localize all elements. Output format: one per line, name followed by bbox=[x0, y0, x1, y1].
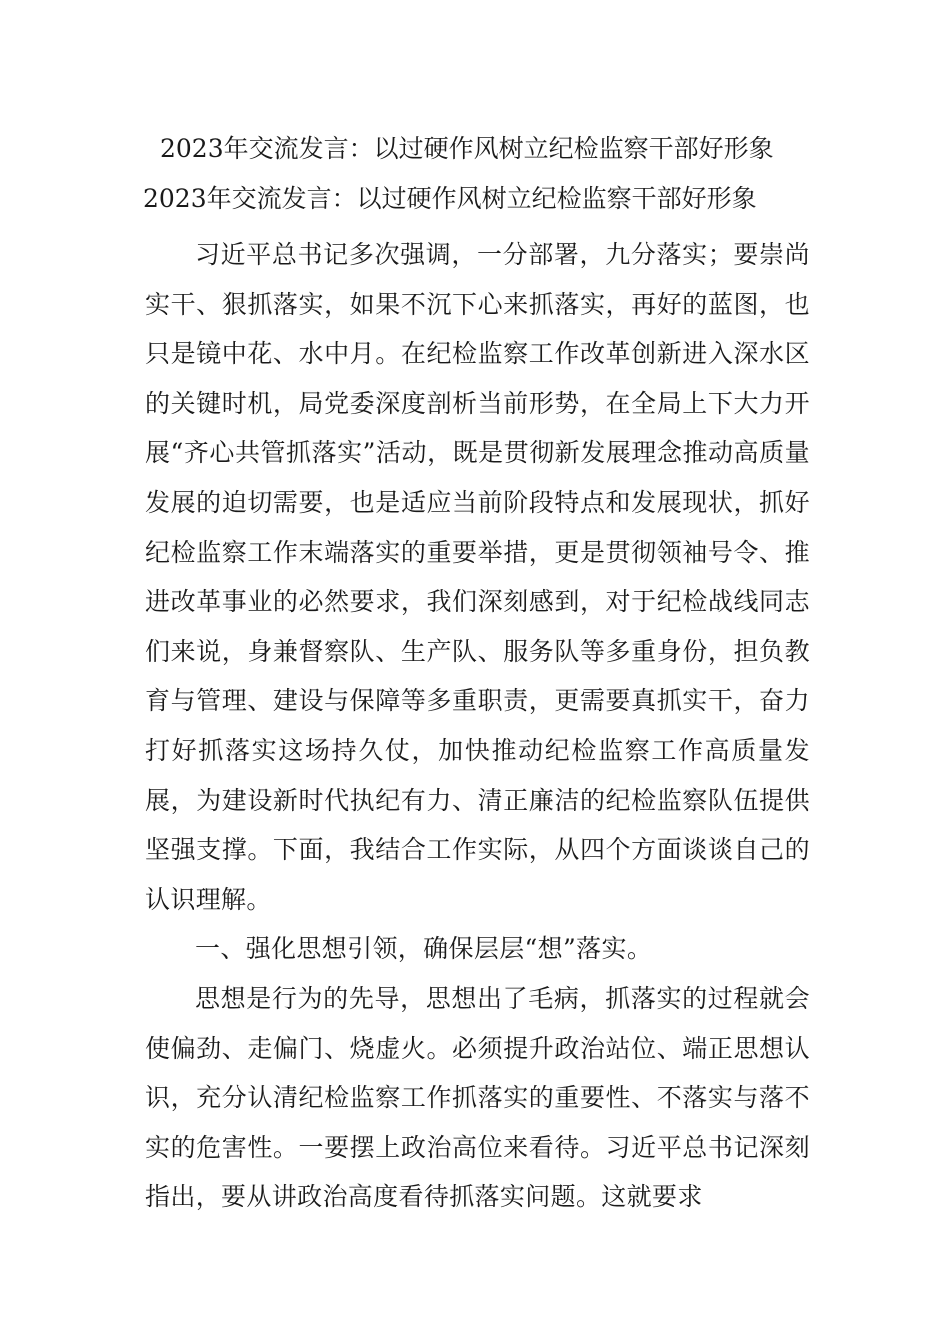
document-subtitle: 2023年交流发言：以过硬作风树立纪检监察干部好形象 bbox=[143, 184, 757, 213]
paragraph-intro: 习近平总书记多次强调，一分部署，九分落实；要崇尚实干、狠抓落实，如果不沉下心来抓落实，再好的蓝图，也只是镜中花、水中月。在纪检监察工作改革创新进入深水区的关键时机，局党委深度剖析当前形势，在全局上下大力开展“齐心共管抓落实”活动，既是贯彻新发展理念推动高质量发展的迫切需要，也是适应当前阶段特点和发展现状，抓好纪检监察工作末端落实的重要举措，更是贯彻领袖号令、推进改革事业的必然要求，我们深刻感到，对于纪检战线同志们来说，身兼督察队、生产队、服务队等多重身份，担负教育与管理、建设与保障等多重职责，更需要真抓实干，奋力打好抓落实这场持久仗，加快推动纪检监察工作高质量发展，为建设新时代执纪有力、清正廉洁的纪检监察队伍提供坚强支撑。下面，我结合工作实际，从四个方面谈谈自己的认识理解。 bbox=[145, 240, 810, 914]
paragraph-section-1: 思想是行为的先导，思想出了毛病，抓落实的过程就会使偏劲、走偏门、烧虚火。必须提升政治站位、端正思想认识，充分认清纪检监察工作抓落实的重要性、不落实与落不实的危害性。一要摆上政治高位来看待。习近平总书记深刻指出，要从讲政治高度看待抓落实问题。这就要求 bbox=[145, 983, 810, 1212]
section-heading-1: 一、强化思想引领，确保层层“想”落实。 bbox=[195, 934, 653, 964]
document-body bbox=[145, 230, 810, 1222]
document-title: 2023年交流发言：以过硬作风树立纪检监察干部好形象 bbox=[160, 134, 774, 163]
